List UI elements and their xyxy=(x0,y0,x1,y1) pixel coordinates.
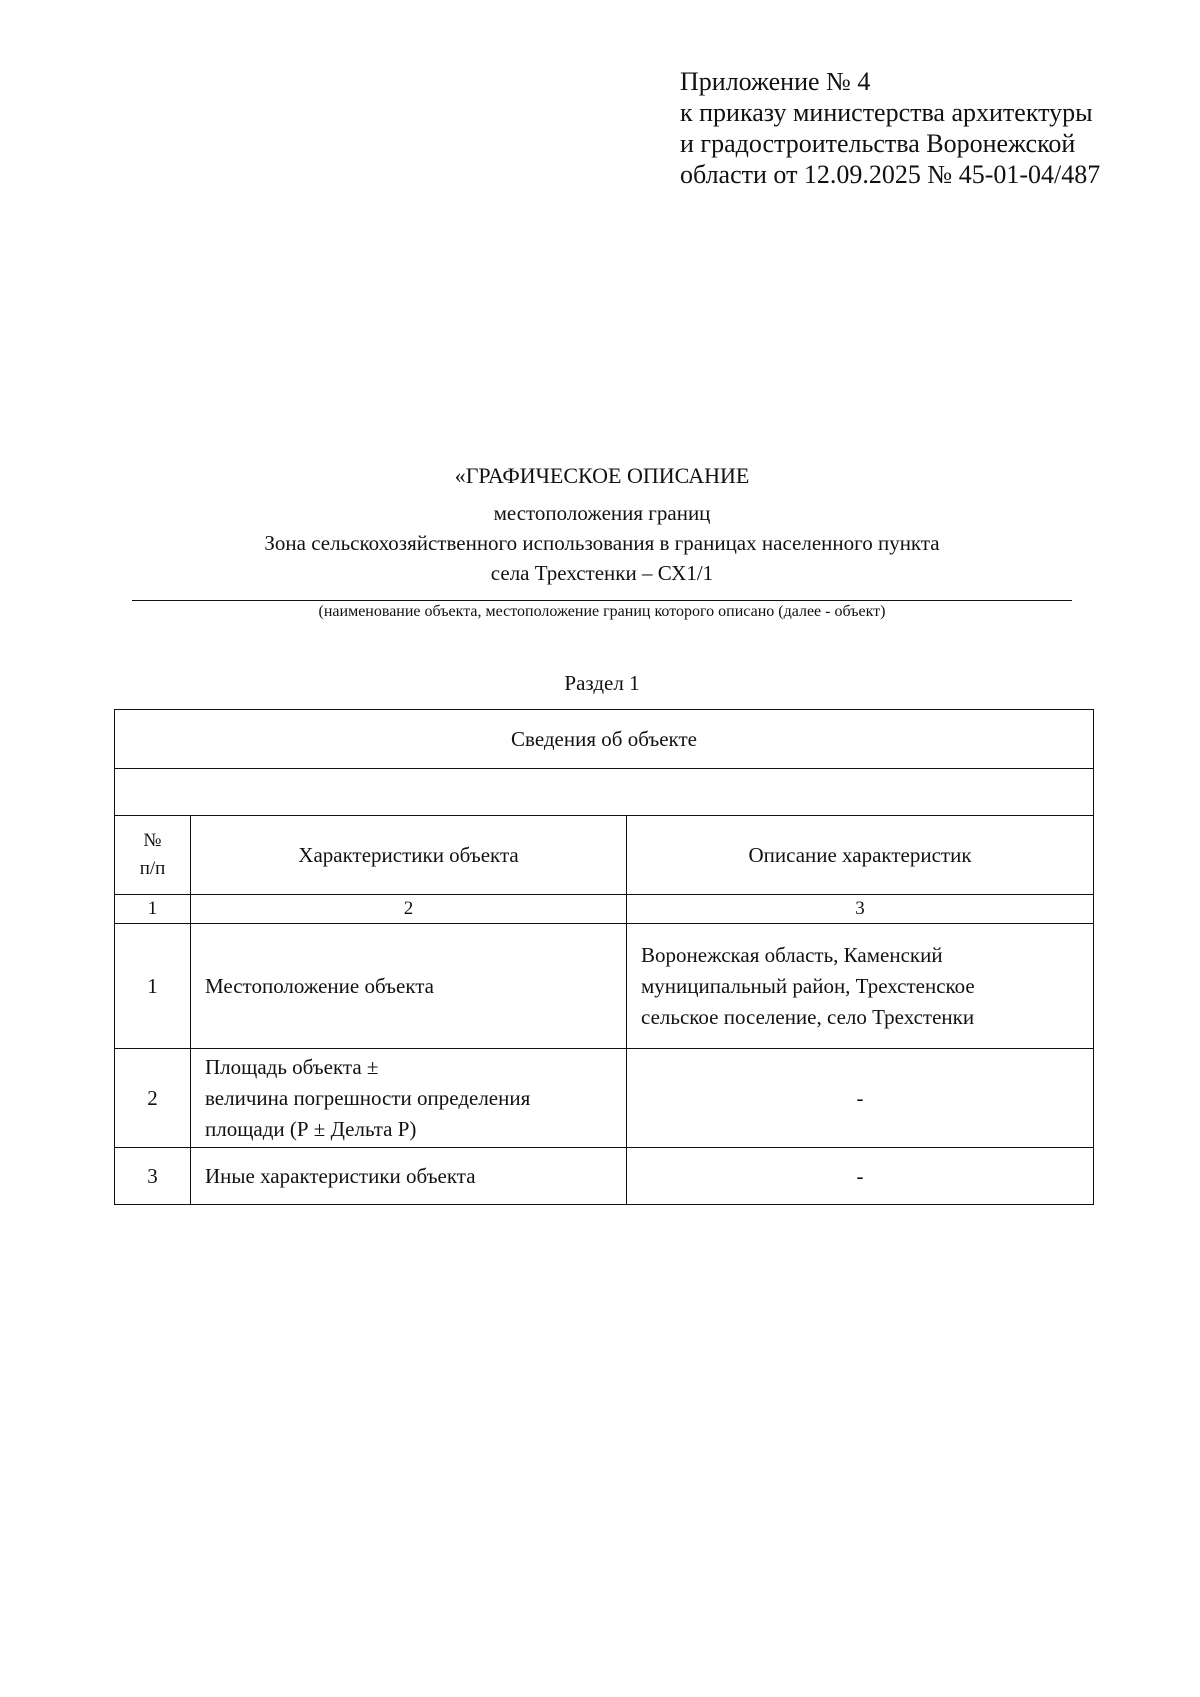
row-characteristic xyxy=(191,1049,627,1148)
appendix-header xyxy=(680,66,1180,190)
cell-line: муниципальный район, Трехстенское xyxy=(641,973,975,998)
table-caption: Сведения об объекте xyxy=(115,710,1094,769)
object-info-table xyxy=(114,709,1094,1205)
cell-line: - xyxy=(856,1085,864,1110)
column-header-characteristics: Характеристики объекта xyxy=(191,816,627,895)
section-label: Раздел 1 xyxy=(564,671,640,695)
title-subtitle: местоположения границ xyxy=(493,501,711,525)
appendix-line: к приказу министерства архитектуры xyxy=(680,98,1093,127)
title-subtitle: Зона сельскохозяйственного использования в границах населенного пункта xyxy=(264,531,940,555)
cell-line: Иные характеристики объекта xyxy=(205,1163,476,1188)
column-number: 2 xyxy=(191,895,627,924)
cell-line: площади (Р ± Дельта Р) xyxy=(205,1116,417,1141)
cell-line: сельское поселение, село Трехстенки xyxy=(641,1004,975,1029)
table-row xyxy=(115,1049,1094,1148)
appendix-line: Приложение № 4 xyxy=(680,67,871,96)
title-main: «ГРАФИЧЕСКОЕ ОПИСАНИЕ xyxy=(454,463,750,488)
row-number: 1 xyxy=(115,924,191,1049)
table-row xyxy=(115,1148,1094,1205)
column-header-number xyxy=(115,816,191,895)
title-caption: (наименование объекта, местоположение границ которого описано (далее - объект) xyxy=(318,603,886,620)
row-characteristic xyxy=(191,924,627,1049)
document-title xyxy=(132,462,1072,588)
row-description xyxy=(627,1049,1094,1148)
row-description xyxy=(627,924,1094,1049)
cell-line: Площадь объекта ± xyxy=(205,1054,379,1079)
row-number: 2 xyxy=(115,1049,191,1148)
column-header-number-line: № xyxy=(143,830,162,851)
row-characteristic xyxy=(191,1148,627,1205)
column-number: 3 xyxy=(627,895,1094,924)
row-description xyxy=(627,1148,1094,1205)
appendix-line: и градостроительства Воронежской xyxy=(680,129,1076,158)
cell-line: Воронежская область, Каменский xyxy=(641,942,943,967)
column-number: 1 xyxy=(115,895,191,924)
column-header-description: Описание характеристик xyxy=(627,816,1094,895)
table-empty-row xyxy=(115,769,1094,816)
cell-line: величина погрешности определения xyxy=(205,1085,531,1110)
appendix-line: области от 12.09.2025 № 45-01-04/487 xyxy=(680,160,1101,189)
table-row xyxy=(115,924,1094,1049)
column-header-number-line: п/п xyxy=(139,858,166,879)
cell-line: - xyxy=(856,1163,864,1188)
title-subtitle: села Трехстенки – СХ1/1 xyxy=(490,561,714,585)
row-number: 3 xyxy=(115,1148,191,1205)
cell-line: Местоположение объекта xyxy=(205,973,435,998)
